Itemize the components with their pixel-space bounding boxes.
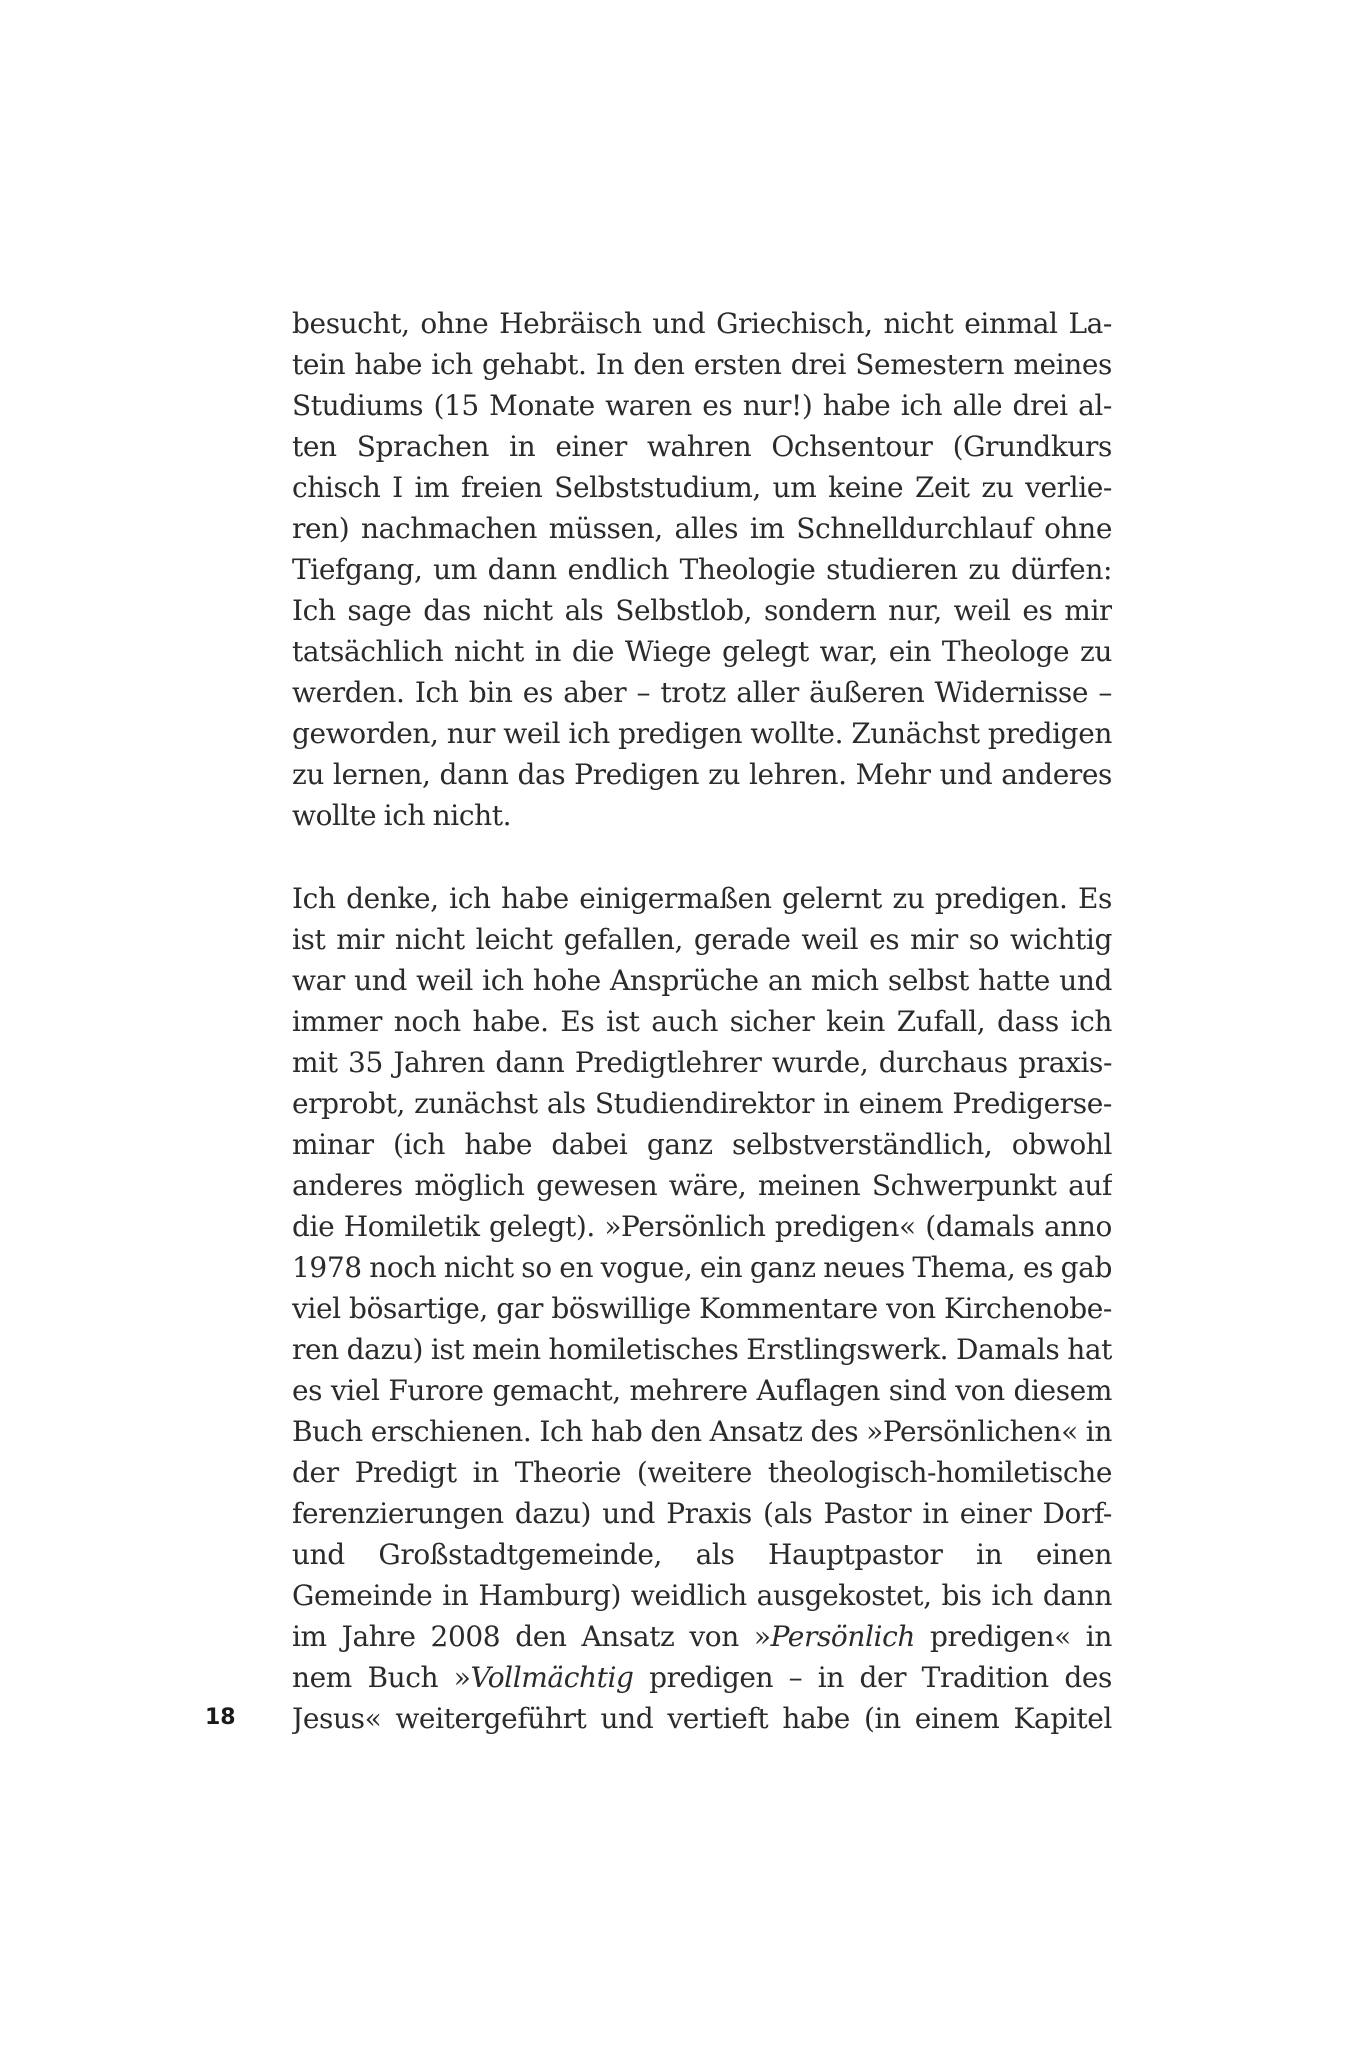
text-line: es viel Furore gemacht, mehrere Auflagen sind von diesem	[292, 1374, 1112, 1407]
text-line: Tiefgang, um dann endlich Theologie studieren zu dürfen:	[292, 553, 1112, 586]
text-line: anderes möglich gewesen wäre, meinen Schwerpunkt auf	[292, 1169, 1112, 1202]
italic-text: Vollmächtig	[470, 1661, 634, 1694]
text-segment: nem Buch »	[292, 1661, 471, 1694]
text-segment: predigen« in	[930, 1620, 1112, 1653]
text-line: tein habe ich gehabt. In den ersten drei Semestern meines	[292, 348, 1112, 381]
text-line: ten Sprachen in einer wahren Ochsentour (Grundkurs	[292, 430, 1112, 463]
paragraph-2	[292, 878, 1112, 1739]
page-number: 18	[205, 1705, 236, 1730]
text-line: erprobt, zunächst als Studiendirektor in einem Predigerse-	[292, 1087, 1112, 1120]
text-line: Ich sage das nicht als Selbstlob, sondern nur, weil es mir	[292, 594, 1112, 627]
text-line: tatsächlich nicht in die Wiege gelegt war, ein Theologe zu	[292, 635, 1112, 668]
text-line: und Großstadtgemeinde, als Hauptpastor in einen	[292, 1538, 1112, 1571]
text-line: geworden, nur weil ich predigen wollte. Zunächst predigen	[292, 717, 1112, 750]
text-line: der Predigt in Theorie (weitere theologisch-homiletische	[292, 1456, 1112, 1489]
text-line: ren) nachmachen müssen, alles im Schnelldurchlauf ohne	[292, 512, 1112, 545]
text-line	[292, 1657, 1112, 1698]
text-line: Studiums (15 Monate waren es nur!) habe ich alle drei al-	[292, 389, 1112, 422]
text-line: ist mir nicht leicht gefallen, gerade weil es mir so wichtig	[292, 923, 1112, 956]
text-line: war und weil ich hohe Ansprüche an mich selbst hatte und	[292, 964, 1112, 997]
text-segment: im Jahre 2008 den Ansatz von »	[292, 1620, 771, 1653]
text-line: 1978 noch nicht so en vogue, ein ganz neues Thema, es gab	[292, 1251, 1112, 1284]
text-line: die Homiletik gelegt). »Persönlich predigen« (damals anno	[292, 1210, 1112, 1243]
paragraph-1	[292, 303, 1112, 836]
text-line	[292, 1616, 1112, 1657]
text-line: wollte ich nicht.	[292, 799, 512, 832]
text-line: werden. Ich bin es aber – trotz aller äußeren Widernisse –	[292, 676, 1112, 709]
text-line: Gemeinde in Hamburg) weidlich ausgekostet, bis ich dann	[292, 1579, 1112, 1612]
text-line: immer noch habe. Es ist auch sicher kein Zufall, dass ich	[292, 1005, 1112, 1038]
text-line: minar (ich habe dabei ganz selbstverständlich, obwohl	[292, 1128, 1112, 1161]
italic-text: Persönlich	[770, 1620, 916, 1653]
text-line: Ich denke, ich habe einigermaßen gelernt zu predigen. Es	[292, 882, 1112, 915]
text-line: Buch erschienen. Ich hab den Ansatz des »Persönlichen« in	[292, 1415, 1112, 1448]
text-line: ferenzierungen dazu) und Praxis (als Pastor in einer Dorf-	[292, 1497, 1112, 1530]
text-line: mit 35 Jahren dann Predigtlehrer wurde, durchaus praxis-	[292, 1046, 1112, 1079]
text-line: zu lernen, dann das Predigen zu lehren. Mehr und anderes	[292, 758, 1112, 791]
text-segment: predigen – in der Tradition des	[649, 1661, 1112, 1694]
text-line: viel bösartige, gar böswillige Kommentare von Kirchenobe-	[292, 1292, 1112, 1325]
text-line: chisch I im freien Selbststudium, um keine Zeit zu verlie-	[292, 471, 1112, 504]
text-line: besucht, ohne Hebräisch und Griechisch, nicht einmal La-	[292, 307, 1112, 340]
text-line: Jesus« weitergeführt und vertieft habe (in einem Kapitel	[292, 1702, 1112, 1735]
text-line: ren dazu) ist mein homiletisches Erstlingswerk. Damals hat	[292, 1333, 1112, 1366]
